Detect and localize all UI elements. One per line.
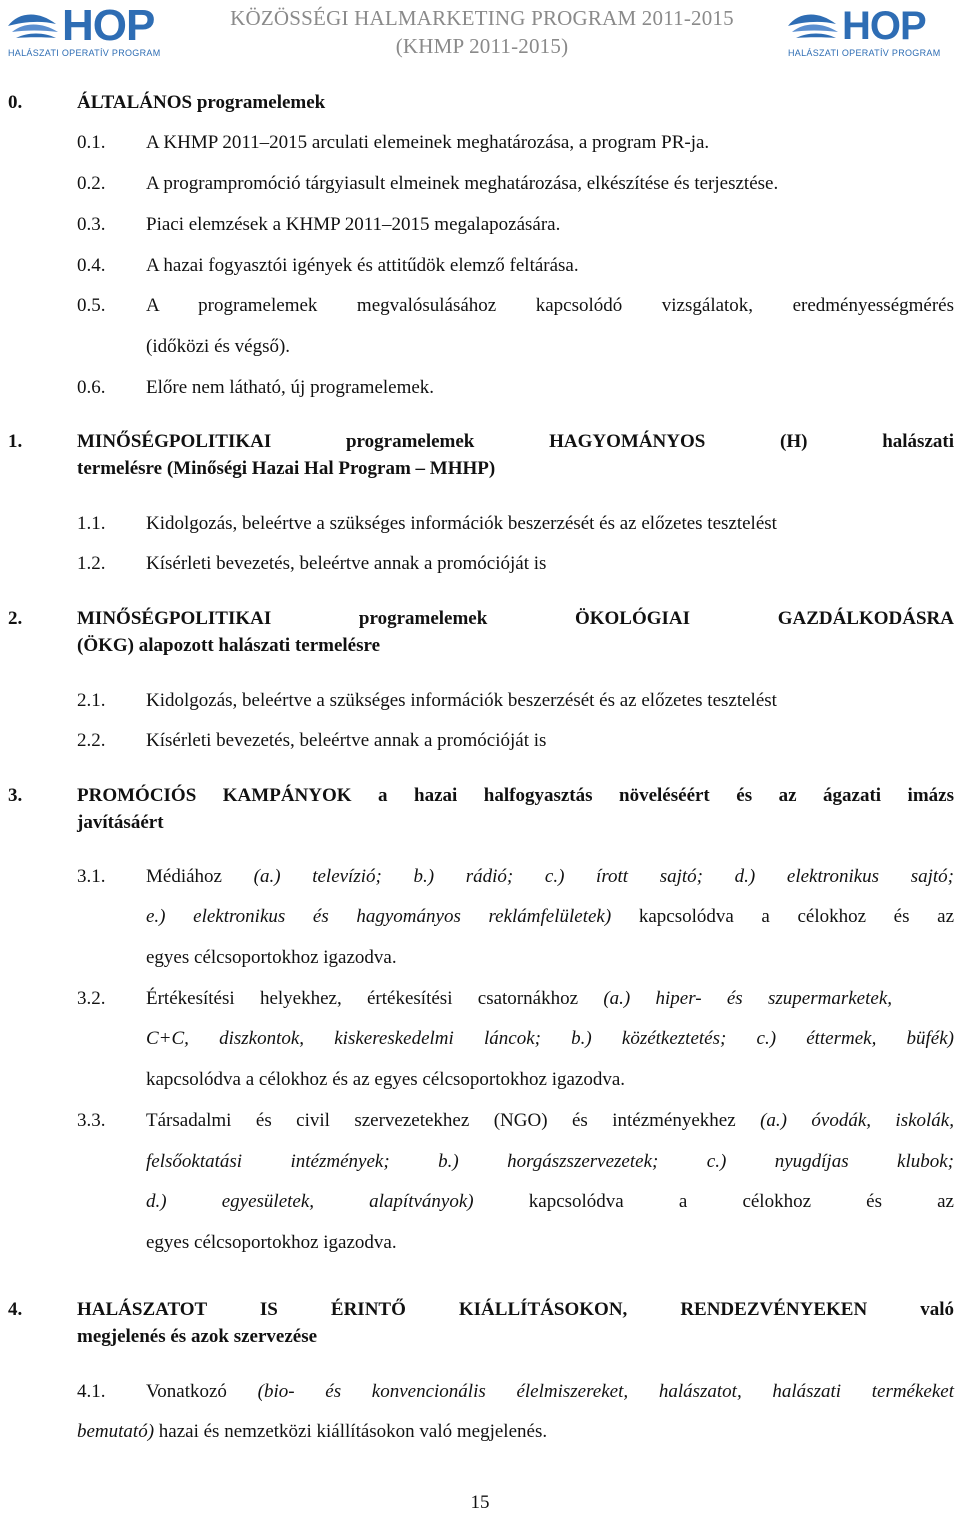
fish-logo-icon xyxy=(6,8,60,42)
section-heading-continued: megjelenés és azok szervezése xyxy=(77,1326,318,1347)
item-number: 3.3. xyxy=(77,1110,106,1131)
logo-wordmark: HOP xyxy=(842,4,926,48)
section-heading-continued: javításáért xyxy=(77,812,164,833)
item-number: 3.1. xyxy=(77,866,106,887)
item-number: 0.4. xyxy=(77,255,106,276)
item-text xyxy=(146,1380,954,1404)
item-text-continued: C+C, diszkontok, kiskereskedelmi láncok; b.) közétkeztetés; c.) éttermek, büfék) xyxy=(146,1028,954,1049)
section-heading-continued: (ÖKG) alapozott halászati termelésre xyxy=(77,635,381,656)
item-text: Előre nem látható, új programelemek. xyxy=(146,377,435,398)
section-heading: MINŐSÉGPOLITIKAI programelemek ÖKOLÓGIAI GAZDÁLKODÁSRA xyxy=(77,608,954,629)
item-text-italic: (a.) televízió; b.) rádió; c.) írott sajtó; d.) elektronikus sajtó; xyxy=(253,866,954,887)
item-text-continued xyxy=(77,1420,547,1444)
logo-subtitle: HALÁSZATI OPERATÍV PROGRAM xyxy=(8,48,161,58)
item-text-italic: bemutató) xyxy=(77,1421,155,1442)
item-text-plain: kapcsolódva a célokhoz és az xyxy=(611,906,954,927)
item-text-italic: (bio- és konvencionális élelmiszereket, halászatot, halászati termékeket xyxy=(257,1381,954,1402)
item-text-continued xyxy=(146,1190,954,1214)
item-text xyxy=(146,1109,954,1133)
item-text-continued: felsőoktatási intézmények; b.) horgászszervezetek; c.) nyugdíjas klubok; xyxy=(146,1151,954,1172)
item-text: Kísérleti bevezetés, beleértve annak a promócióját is xyxy=(146,553,547,574)
section-number: 4. xyxy=(8,1299,23,1320)
item-text-italic: e.) elektronikus és hagyományos reklámfelületek) xyxy=(146,906,612,927)
item-text: A hazai fogyasztói igények és attitűdök elemző feltárása. xyxy=(146,255,579,276)
item-text-plain: Értékesítési helyekhez, értékesítési csatornákhoz xyxy=(146,988,604,1009)
item-text xyxy=(146,987,892,1011)
section-heading-continued: termelésre (Minőségi Hazai Hal Program – MHHP) xyxy=(77,458,496,479)
section-number: 1. xyxy=(8,431,23,452)
section-number: 3. xyxy=(8,785,23,806)
item-text xyxy=(146,865,954,889)
header-subtitle: (KHMP 2011-2015) xyxy=(395,34,569,58)
item-text: Kísérleti bevezetés, beleértve annak a promócióját is xyxy=(146,730,547,751)
hop-logo-right xyxy=(786,4,956,60)
page-number: 15 xyxy=(470,1492,490,1513)
item-number: 3.2. xyxy=(77,988,106,1009)
item-text-plain: Társadalmi és civil szervezetekhez (NGO) és intézményekhez xyxy=(146,1110,761,1131)
header-title: KÖZÖSSÉGI HALMARKETING PROGRAM 2011-2015 xyxy=(230,6,734,30)
item-number: 1.2. xyxy=(77,553,106,574)
item-text-italic: d.) egyesületek, alapítványok) xyxy=(146,1191,474,1212)
section-number: 0. xyxy=(8,92,23,113)
item-text: Kidolgozás, beleértve a szükséges információk beszerzését és az előzetes tesztelést xyxy=(146,513,777,534)
logo-wordmark: HOP xyxy=(62,1,155,50)
section-number: 2. xyxy=(8,608,23,629)
item-text-continued: kapcsolódva a célokhoz és az egyes célcsoportokhoz igazodva. xyxy=(146,1069,626,1090)
item-text-continued: (időközi és végső). xyxy=(146,336,291,357)
item-number: 1.1. xyxy=(77,513,106,534)
item-number: 2.2. xyxy=(77,730,106,751)
item-number: 4.1. xyxy=(77,1381,106,1402)
section-heading: ÁLTALÁNOS programelemek xyxy=(77,92,326,113)
item-text-italic: (a.) óvodák, iskolák, xyxy=(760,1110,954,1131)
section-heading: MINŐSÉGPOLITIKAI programelemek HAGYOMÁNYOS (H) halászati xyxy=(77,431,954,452)
item-number: 0.3. xyxy=(77,214,106,235)
item-number: 0.6. xyxy=(77,377,106,398)
item-number: 0.2. xyxy=(77,173,106,194)
fish-logo-icon xyxy=(786,8,840,42)
item-number: 2.1. xyxy=(77,690,106,711)
item-text-plain: Médiához xyxy=(146,866,254,887)
item-text-continued: egyes célcsoportokhoz igazodva. xyxy=(146,1232,397,1253)
item-text-plain: hazai és nemzetközi kiállításokon való megjelenés. xyxy=(154,1421,548,1442)
item-text-continued: egyes célcsoportokhoz igazodva. xyxy=(146,947,397,968)
item-text-italic: (a.) hiper- és szupermarketek, xyxy=(603,988,892,1009)
item-number: 0.5. xyxy=(77,295,106,316)
item-text: Piaci elemzések a KHMP 2011–2015 megalapozására. xyxy=(146,214,561,235)
page-header xyxy=(0,0,960,72)
hop-logo-left xyxy=(6,1,176,60)
section-heading: PROMÓCIÓS KAMPÁNYOK a hazai halfogyasztás növeléséért és az ágazati imázs xyxy=(77,785,954,806)
item-text-continued xyxy=(146,905,954,929)
logo-subtitle: HALÁSZATI OPERATÍV PROGRAM xyxy=(788,48,941,58)
item-text-plain: Vonatkozó xyxy=(146,1381,258,1402)
item-text: A programpromóció tárgyiasult elmeinek meghatározása, elkészítése és terjesztése. xyxy=(146,173,779,194)
item-text: A programelemek megvalósulásához kapcsolódó vizsgálatok, eredményességmérés xyxy=(146,295,954,316)
item-text-plain: kapcsolódva a célokhoz és az xyxy=(473,1191,954,1212)
item-number: 0.1. xyxy=(77,132,106,153)
item-text: Kidolgozás, beleértve a szükséges információk beszerzését és az előzetes tesztelést xyxy=(146,690,777,711)
item-text: A KHMP 2011–2015 arculati elemeinek meghatározása, a program PR-ja. xyxy=(146,132,710,153)
section-heading: HALÁSZATOT IS ÉRINTŐ KIÁLLÍTÁSOKON, RENDEZVÉNYEKEN való xyxy=(77,1299,954,1320)
